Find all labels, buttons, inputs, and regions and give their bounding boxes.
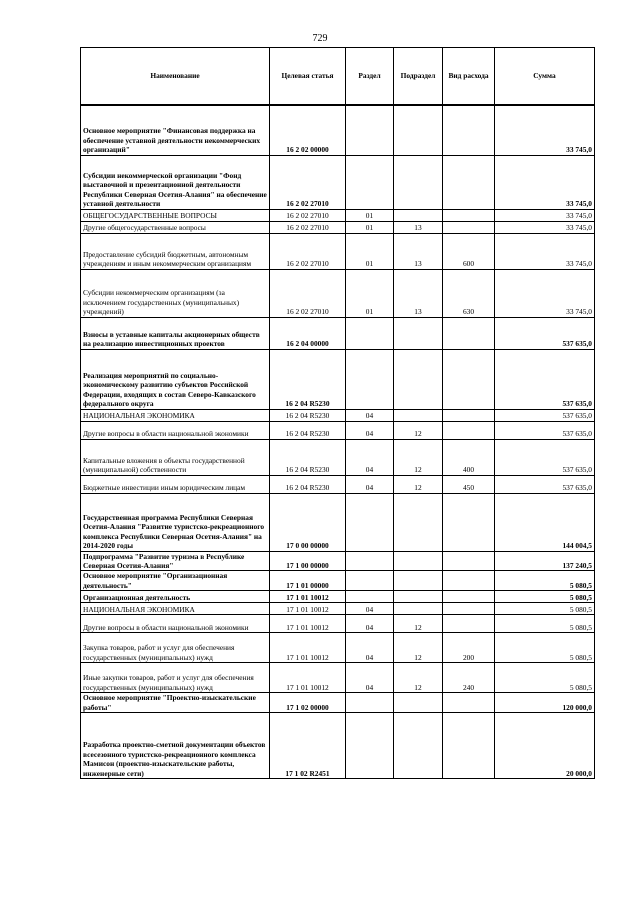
row-section: 04 xyxy=(346,475,394,493)
row-subsection: 12 xyxy=(394,439,443,475)
row-subsection: 12 xyxy=(394,663,443,693)
row-name: Государственная программа Республики Северная Осетия-Алания "Развитие туристско-рекреационного комплекса Республики Северная Осетия-Алания" на 2014-2020 годы xyxy=(81,493,270,551)
row-amount: 5 080,5 xyxy=(495,571,595,591)
row-name: Иные закупки товаров, работ и услуг для обеспечения государственных (муниципальных) нужд xyxy=(81,663,270,693)
table-header xyxy=(81,48,595,106)
row-amount: 537 635,0 xyxy=(495,317,595,349)
row-section xyxy=(346,493,394,551)
row-subsection: 12 xyxy=(394,633,443,663)
table-row xyxy=(81,571,595,591)
table-body xyxy=(81,105,595,778)
table-row xyxy=(81,493,595,551)
row-code: 16 2 02 27010 xyxy=(270,155,346,209)
row-expense-type xyxy=(443,221,495,233)
table-row xyxy=(81,591,595,603)
row-name: Предоставление субсидий бюджетным, автономным учреждениям и иным некоммерческим организациям xyxy=(81,233,270,269)
header-name: Наименование xyxy=(81,48,270,106)
row-code: 17 1 01 10012 xyxy=(270,591,346,603)
row-subsection xyxy=(394,155,443,209)
row-subsection xyxy=(394,349,443,409)
row-section: 01 xyxy=(346,233,394,269)
row-section xyxy=(346,591,394,603)
row-expense-type xyxy=(443,209,495,221)
table-row xyxy=(81,209,595,221)
table-row xyxy=(81,551,595,571)
row-expense-type: 200 xyxy=(443,633,495,663)
row-code: 16 2 04 R5230 xyxy=(270,409,346,421)
header-code: Целевая статья xyxy=(270,48,346,106)
table-row xyxy=(81,317,595,349)
row-code: 16 2 04 R5230 xyxy=(270,439,346,475)
row-name: Капитальные вложения в объекты государственной (муниципальной) собственности xyxy=(81,439,270,475)
row-subsection xyxy=(394,591,443,603)
row-amount: 20 000,0 xyxy=(495,712,595,778)
row-subsection xyxy=(394,409,443,421)
table-row xyxy=(81,269,595,317)
table-row xyxy=(81,439,595,475)
row-name: Реализация мероприятий по социально-экономическому развитию субъектов Российской Федерации, входящих в состав Северо-Кавказского федерального округа xyxy=(81,349,270,409)
row-amount: 5 080,5 xyxy=(495,663,595,693)
row-section: 04 xyxy=(346,603,394,615)
row-subsection: 12 xyxy=(394,615,443,633)
row-name: Основное мероприятие "Финансовая поддержка на обеспечение уставной деятельности некоммерческих организаций" xyxy=(81,105,270,155)
row-name: Подпрограмма "Развитие туризма в Республике Северная Осетия-Алания" xyxy=(81,551,270,571)
table-row xyxy=(81,663,595,693)
row-subsection xyxy=(394,209,443,221)
table-row xyxy=(81,155,595,209)
row-code: 17 1 02 R2451 xyxy=(270,712,346,778)
row-subsection xyxy=(394,105,443,155)
row-section: 04 xyxy=(346,409,394,421)
row-expense-type xyxy=(443,693,495,713)
row-code: 16 2 02 00000 xyxy=(270,105,346,155)
row-name: ОБЩЕГОСУДАРСТВЕННЫЕ ВОПРОСЫ xyxy=(81,209,270,221)
row-section xyxy=(346,693,394,713)
table-row xyxy=(81,633,595,663)
row-code: 16 2 02 27010 xyxy=(270,233,346,269)
budget-table xyxy=(80,47,595,779)
table-row xyxy=(81,221,595,233)
table-row xyxy=(81,349,595,409)
row-name: Разработка проектно-сметной документации объектов всесезонного туристско-рекреационного комплекса Мамисон (проектно-изыскательские работы, инженерные сети) xyxy=(81,712,270,778)
row-amount: 120 000,0 xyxy=(495,693,595,713)
row-expense-type xyxy=(443,105,495,155)
row-name: Закупка товаров, работ и услуг для обеспечения государственных (муниципальных) нужд xyxy=(81,633,270,663)
row-name: НАЦИОНАЛЬНАЯ ЭКОНОМИКА xyxy=(81,603,270,615)
row-expense-type xyxy=(443,317,495,349)
row-amount: 33 745,0 xyxy=(495,155,595,209)
row-section xyxy=(346,571,394,591)
row-amount: 33 745,0 xyxy=(495,209,595,221)
row-subsection: 13 xyxy=(394,233,443,269)
row-name: Другие общегосударственные вопросы xyxy=(81,221,270,233)
row-amount: 5 080,5 xyxy=(495,591,595,603)
row-amount: 537 635,0 xyxy=(495,421,595,439)
row-subsection: 13 xyxy=(394,221,443,233)
row-name: Взносы в уставные капиталы акционерных обществ на реализацию инвестиционных проектов xyxy=(81,317,270,349)
row-section: 04 xyxy=(346,663,394,693)
row-name: Другие вопросы в области национальной экономики xyxy=(81,615,270,633)
row-subsection xyxy=(394,551,443,571)
row-expense-type xyxy=(443,493,495,551)
row-subsection xyxy=(394,603,443,615)
row-subsection xyxy=(394,493,443,551)
row-section: 04 xyxy=(346,615,394,633)
row-subsection: 13 xyxy=(394,269,443,317)
row-amount: 33 745,0 xyxy=(495,105,595,155)
row-expense-type xyxy=(443,571,495,591)
header-expense-type: Вид расхода xyxy=(443,48,495,106)
row-code: 17 1 00 00000 xyxy=(270,551,346,571)
row-code: 17 1 02 00000 xyxy=(270,693,346,713)
row-expense-type xyxy=(443,349,495,409)
table-row xyxy=(81,475,595,493)
row-name: Организационная деятельность xyxy=(81,591,270,603)
row-subsection xyxy=(394,712,443,778)
row-section: 04 xyxy=(346,421,394,439)
row-expense-type: 600 xyxy=(443,233,495,269)
row-code: 17 1 01 10012 xyxy=(270,603,346,615)
row-amount: 33 745,0 xyxy=(495,221,595,233)
row-amount: 5 080,5 xyxy=(495,603,595,615)
row-name: НАЦИОНАЛЬНАЯ ЭКОНОМИКА xyxy=(81,409,270,421)
row-code: 16 2 04 R5230 xyxy=(270,421,346,439)
table-row xyxy=(81,421,595,439)
row-code: 17 0 00 00000 xyxy=(270,493,346,551)
row-section xyxy=(346,349,394,409)
row-expense-type xyxy=(443,591,495,603)
row-section xyxy=(346,155,394,209)
row-section xyxy=(346,105,394,155)
row-subsection: 12 xyxy=(394,475,443,493)
row-expense-type xyxy=(443,615,495,633)
row-name: Бюджетные инвестиции иным юридическим лицам xyxy=(81,475,270,493)
row-code: 16 2 04 R5230 xyxy=(270,475,346,493)
row-code: 16 2 02 27010 xyxy=(270,269,346,317)
row-amount: 537 635,0 xyxy=(495,439,595,475)
row-section xyxy=(346,712,394,778)
row-section: 04 xyxy=(346,633,394,663)
table-row xyxy=(81,603,595,615)
row-amount: 33 745,0 xyxy=(495,233,595,269)
row-name: Основное мероприятие "Организационная деятельность" xyxy=(81,571,270,591)
row-expense-type xyxy=(443,712,495,778)
row-section xyxy=(346,317,394,349)
row-expense-type: 630 xyxy=(443,269,495,317)
row-expense-type: 400 xyxy=(443,439,495,475)
row-subsection xyxy=(394,571,443,591)
row-code: 17 1 01 10012 xyxy=(270,615,346,633)
row-amount: 537 635,0 xyxy=(495,475,595,493)
row-section: 01 xyxy=(346,269,394,317)
row-amount: 33 745,0 xyxy=(495,269,595,317)
header-section: Раздел xyxy=(346,48,394,106)
table-row xyxy=(81,233,595,269)
row-expense-type xyxy=(443,551,495,571)
row-amount: 137 240,5 xyxy=(495,551,595,571)
row-amount: 537 635,0 xyxy=(495,409,595,421)
row-amount: 5 080,5 xyxy=(495,615,595,633)
row-amount: 144 004,5 xyxy=(495,493,595,551)
row-expense-type xyxy=(443,603,495,615)
table-row xyxy=(81,712,595,778)
row-amount: 5 080,5 xyxy=(495,633,595,663)
row-expense-type: 240 xyxy=(443,663,495,693)
row-code: 17 1 01 10012 xyxy=(270,663,346,693)
row-amount: 537 635,0 xyxy=(495,349,595,409)
page-number: 729 xyxy=(312,33,328,44)
row-subsection xyxy=(394,317,443,349)
row-section: 01 xyxy=(346,209,394,221)
row-section xyxy=(346,551,394,571)
table-row xyxy=(81,693,595,713)
row-name: Субсидии некоммерческим организациям (за исключением государственных (муниципальных) учреждений) xyxy=(81,269,270,317)
table-row xyxy=(81,409,595,421)
row-section: 04 xyxy=(346,439,394,475)
row-expense-type xyxy=(443,155,495,209)
header-subsection: Подраздел xyxy=(394,48,443,106)
table-row xyxy=(81,615,595,633)
row-code: 16 2 04 00000 xyxy=(270,317,346,349)
row-name: Субсидии некоммерческой организации "Фонд выставочной и презентационной деятельности Республики Северная Осетия-Алания" на обеспечение уставной деятельности xyxy=(81,155,270,209)
row-code: 17 1 01 00000 xyxy=(270,571,346,591)
row-code: 17 1 01 10012 xyxy=(270,633,346,663)
row-name: Основное мероприятие "Проектно-изыскательские работы" xyxy=(81,693,270,713)
table-row xyxy=(81,105,595,155)
row-subsection: 12 xyxy=(394,421,443,439)
row-code: 16 2 04 R5230 xyxy=(270,349,346,409)
row-expense-type xyxy=(443,409,495,421)
row-expense-type xyxy=(443,421,495,439)
row-name: Другие вопросы в области национальной экономики xyxy=(81,421,270,439)
row-section: 01 xyxy=(346,221,394,233)
row-code: 16 2 02 27010 xyxy=(270,209,346,221)
header-amount: Сумма xyxy=(495,48,595,106)
row-subsection xyxy=(394,693,443,713)
row-expense-type: 450 xyxy=(443,475,495,493)
row-code: 16 2 02 27010 xyxy=(270,221,346,233)
